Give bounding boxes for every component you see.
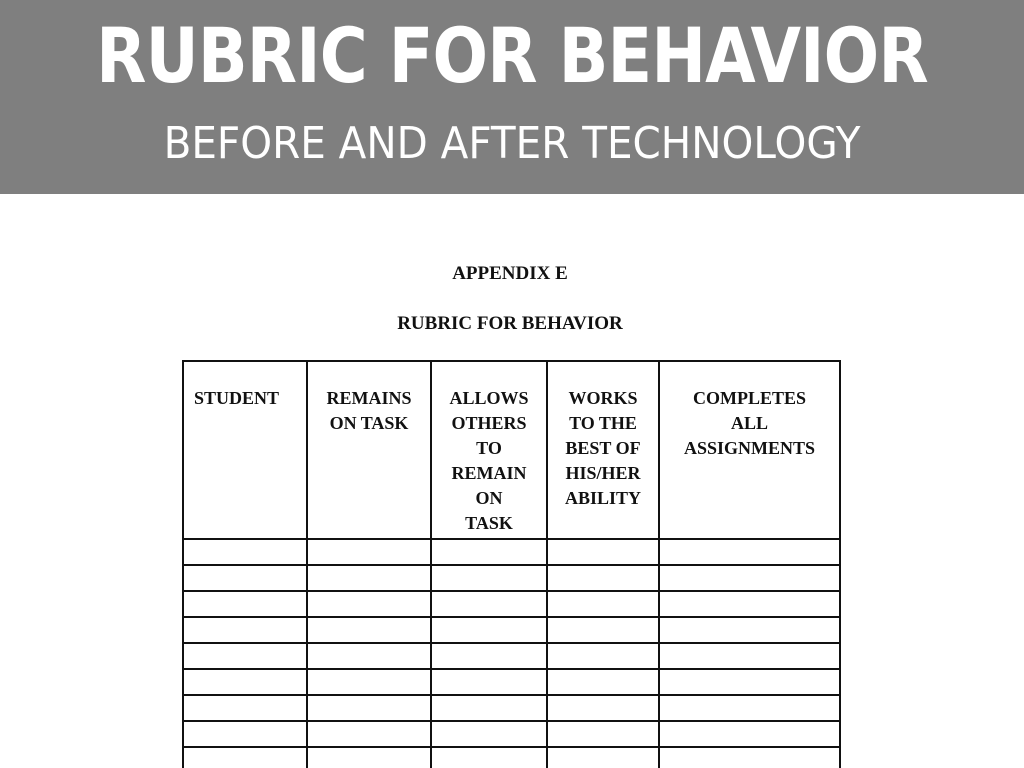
table-cell	[659, 591, 840, 617]
table-cell	[431, 695, 547, 721]
table-cell	[307, 539, 431, 565]
behavior-rubric-table	[182, 360, 841, 768]
column-header-student: STUDENT	[183, 361, 307, 539]
table-cell	[307, 643, 431, 669]
table-row	[183, 695, 840, 721]
title-banner	[0, 0, 1024, 194]
table-row	[183, 565, 840, 591]
table-cell	[431, 565, 547, 591]
table-cell	[547, 747, 659, 768]
table-header-row	[183, 361, 840, 539]
table-cell	[547, 539, 659, 565]
table-row	[183, 747, 840, 768]
table-cell	[183, 617, 307, 643]
slide-title: RUBRIC FOR BEHAVIOR	[96, 11, 928, 100]
table-cell	[431, 669, 547, 695]
table-cell	[183, 669, 307, 695]
table-cell	[183, 643, 307, 669]
table-cell	[307, 617, 431, 643]
appendix-heading: APPENDIX E	[452, 263, 568, 284]
table-cell	[307, 695, 431, 721]
table-cell	[431, 591, 547, 617]
table-cell	[307, 565, 431, 591]
table-cell	[183, 591, 307, 617]
column-header-remains-on-task: REMAINS ON TASK	[307, 361, 431, 539]
table-cell	[431, 747, 547, 768]
table-cell	[659, 669, 840, 695]
table-cell	[547, 695, 659, 721]
table-cell	[183, 695, 307, 721]
table-cell	[547, 591, 659, 617]
rubric-heading: RUBRIC FOR BEHAVIOR	[397, 313, 623, 334]
table-cell	[307, 747, 431, 768]
table-cell	[659, 539, 840, 565]
table-cell	[307, 669, 431, 695]
table-cell	[547, 617, 659, 643]
column-header-completes-assignments: COMPLETES ALL ASSIGNMENTS	[659, 361, 840, 539]
table-cell	[431, 643, 547, 669]
table-cell	[547, 643, 659, 669]
table-cell	[547, 669, 659, 695]
table-cell	[183, 747, 307, 768]
table-cell	[659, 643, 840, 669]
table-row	[183, 669, 840, 695]
slide-subtitle: BEFORE AND AFTER TECHNOLOGY	[163, 118, 861, 169]
table-cell	[547, 565, 659, 591]
table-cell	[183, 721, 307, 747]
table-cell	[659, 747, 840, 768]
table-cell	[659, 695, 840, 721]
table-cell	[547, 721, 659, 747]
table-row	[183, 721, 840, 747]
table-row	[183, 617, 840, 643]
table-cell	[307, 721, 431, 747]
table-row	[183, 643, 840, 669]
table-cell	[659, 565, 840, 591]
table-row	[183, 591, 840, 617]
table-cell	[431, 721, 547, 747]
column-header-works-to-best: WORKS TO THE BEST OF HIS/HER ABILITY	[547, 361, 659, 539]
table-cell	[431, 617, 547, 643]
table-cell	[183, 565, 307, 591]
table-cell	[307, 591, 431, 617]
table-cell	[659, 617, 840, 643]
table-cell	[183, 539, 307, 565]
table-row	[183, 539, 840, 565]
table-cell	[659, 721, 840, 747]
column-header-allows-others: ALLOWS OTHERS TO REMAIN ON TASK	[431, 361, 547, 539]
table-cell	[431, 539, 547, 565]
